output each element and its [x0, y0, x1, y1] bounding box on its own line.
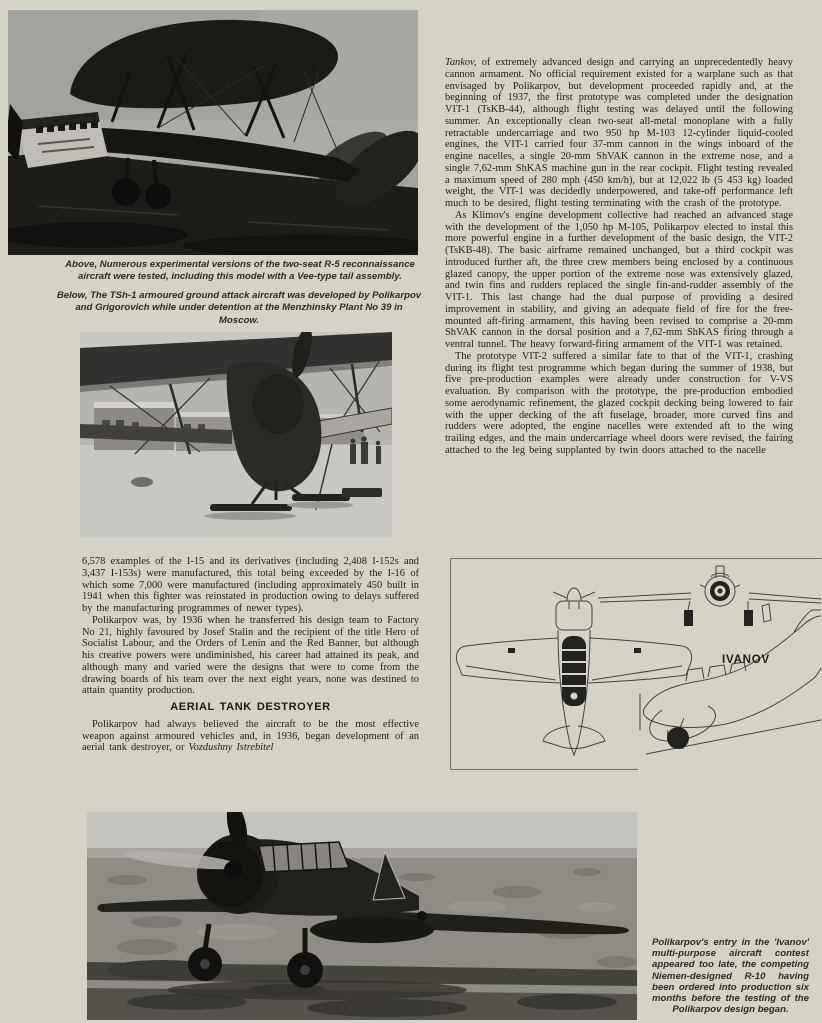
caption-top-photo: Above, Numerous experimental versions of the two-seat R-5 reconnaissance aircraft were tested, including this model with a Vee-type tail assembly.	[65, 259, 415, 283]
photo-ivanov-prototype	[87, 812, 637, 1020]
paragraph-vit1	[445, 57, 793, 210]
ivanov-label: IVANOV	[721, 654, 771, 666]
tankov-italic: Tankov,	[445, 57, 477, 68]
paragraph-preproduction: The prototype VIT-2 suffered a similar fate to that of the VIT-1, crashing during its flight test programme which began during the summer of 1938, but five pre-production examples were already under construction for V-VS evaluation. By comparison with the prototype, the pre-production embodied some aerodynamic refinement, the glazed cockpit decking being lowered to fair with the upper decking of the aft fuselage, broader, more curved fins and rudders were adopted, the engine nacelles were extended aft to the wing trailing edges, and the main undercarriage wheel doors were revised, the fairing attached to the leg being supplanted by twin doors attached to the nacelle	[445, 350, 793, 456]
vozdushny-istrebitel-italic: Vozdushny Istrebitel	[188, 742, 274, 754]
monoplane-silhouette	[87, 812, 637, 1020]
left-column	[82, 556, 419, 780]
diagram-ivanov-3view	[450, 558, 822, 770]
biplane-silhouette	[8, 10, 418, 255]
caption-middle-photo: Below, The TSh-1 armoured ground attack aircraft was developed by Polikarpov and Grigorovich while under detention at the Menzhinsky Plant No 39 in Moscow.	[56, 290, 422, 326]
paragraph-i15-production: 6,578 examples of the I-15 and its derivatives (including 2,408 I-152s and 3,437 I-153s) were manufactured, this total being exceeded by the I-16 of which some 7,000 were manufactured (including approximately 450 built in 1941 when this fighter was reinstated in production owing to delays suffered by the manufacturing programmes of newer types).	[82, 556, 419, 614]
photo-tsh1-skis	[80, 332, 392, 537]
caption-bottom-photo: Polikarpov's entry in the 'Ivanov' multi-purpose aircraft contest appeared too late, the competing Niemen-designed R-10 having been ordered into production six months before the testing of the Polikarpov design began.	[652, 937, 809, 1016]
section-heading-aerial-tank-destroyer: AERIAL TANK DESTROYER	[170, 701, 331, 713]
paragraph-polikarpov-career: Polikarpov was, by 1936 when he transferred his design team to Factory No 21, highly favoured by Josef Stalin and the recipient of the title Hero of Socialist Labour, and the Orders of Lenin and the Red Banner, but although his creative powers were undiminished, his career had attained its peak, and although many and varied were the designs that were to come from the drawing boards of his team over the next eight years, none was destined to attain quantity production.	[82, 614, 419, 697]
paragraph-vit1-text: of extremely advanced design and carrying an unprecedentedly heavy cannon armament. No official requirement existed for a warplane such as that envisaged by Polikarpov, but development proceeded rapidly and, at the beginning of 1937, the first prototype was completed under the designation VIT-1 (TsKB-44), although flight testing was delayed until the following summer. An exceptionally clean two-seat all-metal monoplane with a fully retractable undercarriage and two 950 hp M-103 12-cylinder liquid-cooled engines, the VIT-1 carried four 37-mm cannon in the wings inboard of the engine nacelles, a single 20-mm ShVAK cannon in the extreme nose, and a single 7,62-mm ShKAS machine gun in the rear cockpit. Flight testing revealed a maximum speed of 280 mph (450 km/h), but at 12,022 lb (5 453 kg) loaded weight, the VIT-1 was decidedly underpowered, and take-off performance left much to be desired, flight testing terminating with the crash of the prototype.	[445, 57, 793, 209]
paragraph-tank-destroyer-text: Polikarpov had always believed the aircraft to be the most effective weapon against armoured vehicles and, in 1936, began development of an aerial tank destroyer, or	[82, 718, 419, 754]
paragraph-tank-destroyer	[82, 719, 419, 754]
ski-biplane-silhouette	[80, 332, 392, 537]
photo-r5-vee-tail	[8, 10, 418, 255]
right-column	[445, 57, 793, 553]
paragraph-vit2: As Klimov's engine development collective had reached an advanced stage with the development of the 1,050 hp M-105, Polikarpov elected to instal this more powerful engine in a further development of the basic design, the VIT-2 (TsKB-48). The basic airframe remained unchanged, but a third cockpit was introduced further aft, the three crew members being enclosed by a continuous glazed canopy, the upper portion of the extreme nose was extensively glazed, and twin fins and rudders replaced the single fin-and-rudder assembly of the VIT-1. This last change had the dual purpose of providing a desired improvement in stability, and giving an adequate field of fire for the free-mounted aft-firing armament, this having been revised to comprise a 20-mm ShVAK cannon in the dorsal position and a 7,62-mm ShKAS firing through a ventral tunnel. The heavy forward-firing armament of the VIT-1 was retained.	[445, 209, 793, 350]
